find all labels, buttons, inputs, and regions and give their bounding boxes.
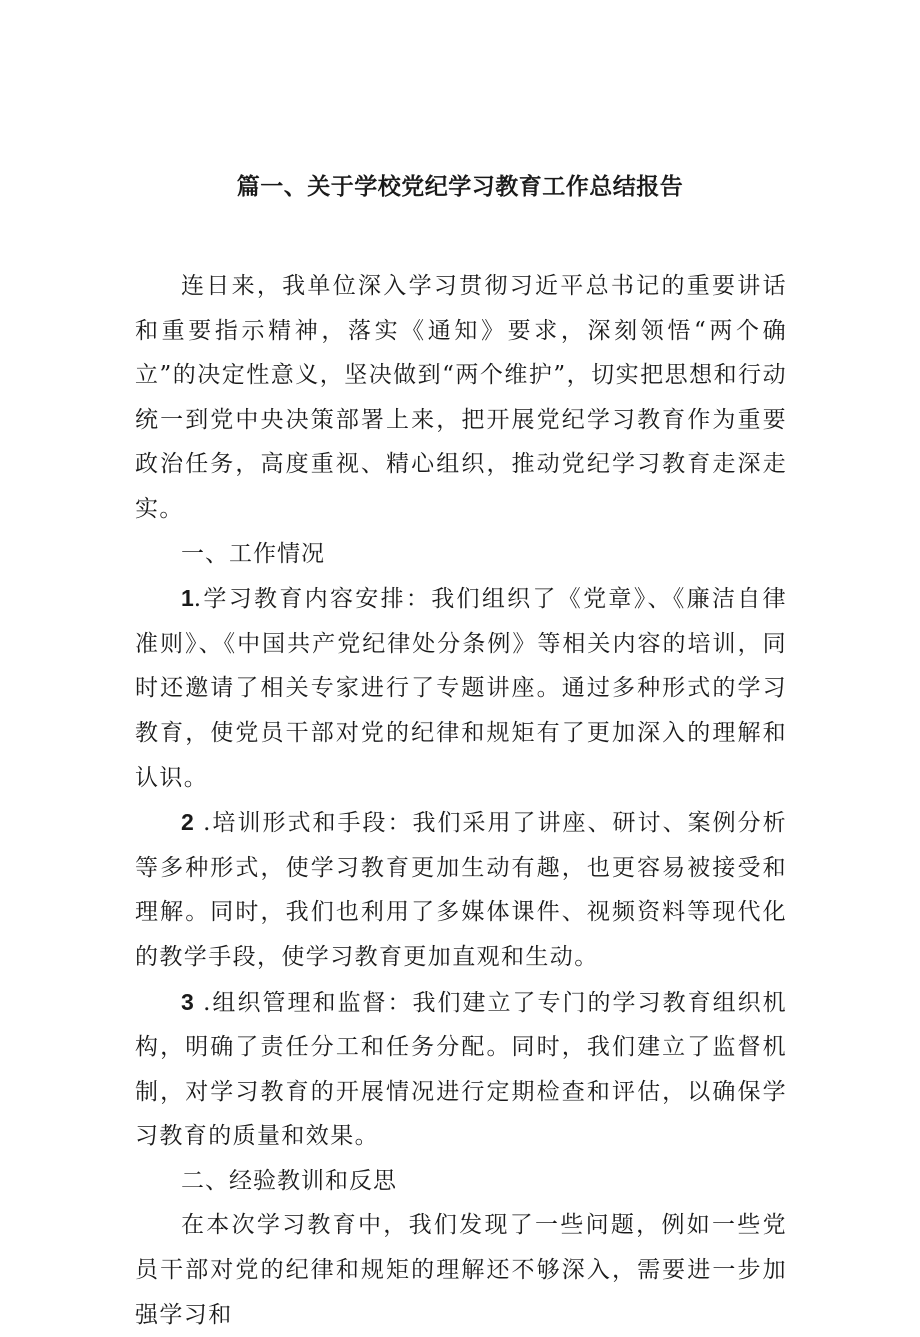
item-text: .学习教育内容安排：我们组织了《党章》、《廉洁自律准则》、《中国共产党纪律处分条例》等相关内容的培训，同时还邀请了相关专家进行了专题讲座。通过多种形式的学习教育，使党员干部对党的纪律和规矩有了更加深入的理解和认识。: [135, 586, 787, 791]
list-item: [135, 980, 787, 1159]
item-number: 2: [181, 809, 194, 836]
list-item: [135, 800, 787, 979]
document-body: [135, 264, 787, 1337]
section-2-heading: 二、经验教训和反思: [181, 1167, 397, 1194]
list-item: [135, 576, 787, 800]
document-title: 篇一、关于学校党纪学习教育工作总结报告: [236, 174, 684, 200]
item-number: 3: [181, 988, 194, 1015]
intro-paragraph: 连日来，我单位深入学习贯彻习近平总书记的重要讲话和重要指示精神，落实《通知》要求，深刻领悟“两个确立”的决定性意义，坚决做到“两个维护”，切实把思想和行动统一到党中央决策部署上来，把开展党纪学习教育作为重要政治任务，高度重视、精心组织，推动党纪学习教育走深走实。: [135, 273, 787, 522]
section-1-heading: 一、工作情况: [181, 540, 325, 567]
section-2-paragraph: 在本次学习教育中，我们发现了一些问题，例如一些党员干部对党的纪律和规矩的理解还不够深入，需要进一步加强学习和: [135, 1212, 787, 1328]
item-text: .组织管理和监督：我们建立了专门的学习教育组织机构，明确了责任分工和任务分配。同时，我们建立了监督机制，对学习教育的开展情况进行定期检查和评估，以确保学习教育的质量和效果。: [135, 989, 787, 1150]
item-number: 1: [181, 585, 194, 612]
item-text: .培训形式和手段：我们采用了讲座、研讨、案例分析等多种形式，使学习教育更加生动有趣，也更容易被接受和理解。同时，我们也利用了多媒体课件、视频资料等现代化的教学手段，使学习教育更加直观和生动。: [135, 810, 787, 970]
